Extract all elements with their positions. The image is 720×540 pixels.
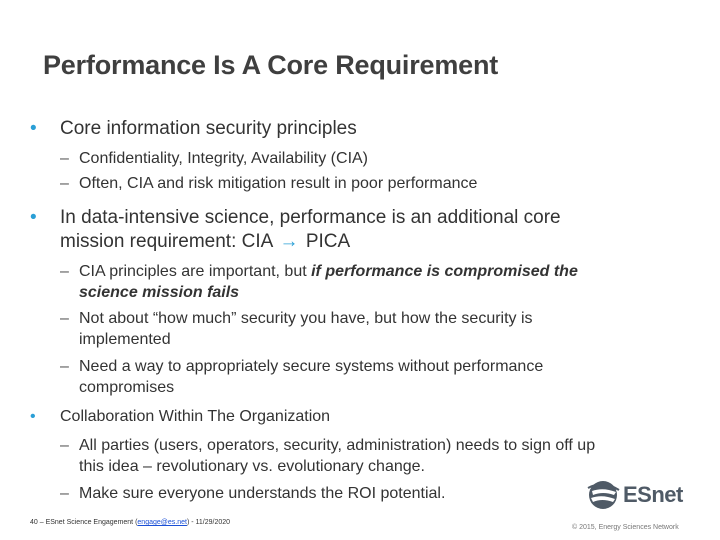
sub-text-line2: compromises	[79, 379, 175, 396]
sub-mark: –	[60, 358, 69, 375]
sub-text-line1	[79, 261, 700, 282]
sub-bullet-cia	[60, 148, 700, 169]
sub-text-line1: All parties (users, operators, security, administration) needs to sign off up	[79, 437, 596, 454]
bullet-text-line2-suffix: PICA	[305, 231, 351, 252]
sub-text-line1: Make sure everyone understands the ROI potential.	[79, 485, 446, 502]
sub-mark: –	[60, 150, 69, 167]
sub-text-line2: implemented	[79, 331, 171, 348]
logo-text: ESnet	[623, 482, 683, 507]
bullet-text: Core information security principles	[60, 118, 357, 139]
sub-bullet-poor-performance	[60, 173, 700, 194]
footer-copyright: © 2015, Energy Sciences Network	[572, 524, 679, 531]
bullet-data-intensive	[30, 206, 690, 254]
sub-text-prefix: CIA principles are important, but	[79, 263, 312, 280]
sub-mark: –	[60, 310, 69, 327]
bullet-core-principles	[30, 117, 690, 141]
sub-mark: –	[60, 263, 69, 280]
bullet-collaboration	[30, 407, 690, 427]
sub-mark: –	[60, 437, 69, 454]
slide-title: Performance Is A Core Requirement	[43, 50, 499, 80]
bullet-text-line2-prefix: mission requirement: CIA	[60, 231, 273, 252]
arrow-right-icon: →	[279, 231, 299, 252]
sub-bullet-how-much-security	[60, 308, 700, 350]
sub-mark: –	[60, 175, 69, 192]
globe-icon	[586, 478, 620, 512]
bullet-text: Collaboration Within The Organization	[60, 408, 331, 425]
sub-bullet-secure-systems	[60, 356, 700, 398]
sub-bullet-cia-important	[60, 261, 700, 303]
sub-text: Confidentiality, Integrity, Availability (CIA)	[79, 150, 369, 167]
sub-text-line1: Need a way to appropriately secure systems without performance	[79, 358, 544, 375]
bullet-text-line2	[60, 230, 690, 254]
sub-text-emphasis: if performance is compromised the	[311, 263, 578, 280]
sub-bullet-all-parties	[60, 435, 700, 477]
footer-email-link[interactable]: engage@es.net	[137, 519, 187, 526]
footer-left	[30, 519, 230, 526]
sub-text-emphasis-line2: science mission fails	[79, 284, 240, 301]
sub-text-line1: Not about “how much” security you have, but how the security is	[79, 310, 533, 327]
bullet-mark: •	[30, 408, 36, 425]
sub-text-line2: this idea – revolutionary vs. evolutionary change.	[79, 458, 425, 475]
footer-left-suffix: ) - 11/29/2020	[186, 519, 231, 526]
sub-text: Often, CIA and risk mitigation result in poor performance	[79, 175, 478, 192]
bullet-text-line1: In data-intensive science, performance is an additional core	[60, 207, 561, 228]
bullet-mark: •	[30, 207, 37, 228]
footer-left-prefix: 40 – ESnet Science Engagement (	[30, 519, 138, 526]
bullet-mark: •	[30, 118, 37, 139]
esnet-logo	[586, 478, 686, 514]
sub-mark: –	[60, 485, 69, 502]
